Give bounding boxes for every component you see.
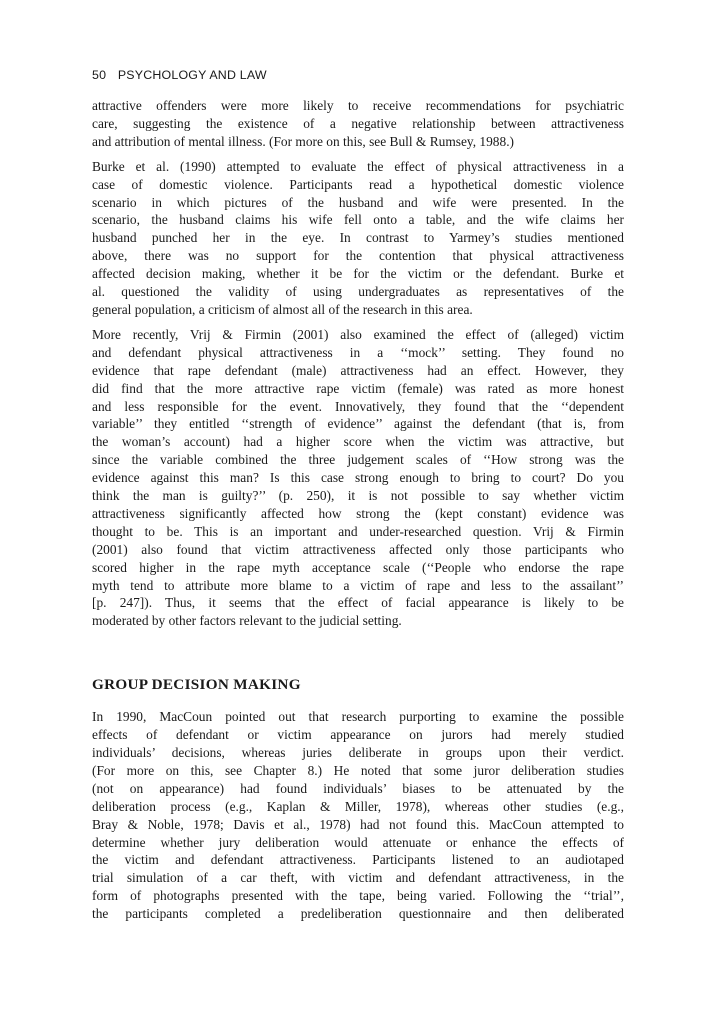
text-line: did find that the more attractive rape victim (female) was rated as more honest [92,380,624,396]
text-line: form of photographs presented with the tape, being varied. Following the ‘‘trial’’, [92,888,624,904]
text-line: and attribution of mental illness. (For more on this, see Bull & Rumsey, 1988.) [92,133,515,149]
text-line: (not on appearance) had found individuals’ biases to be attenuated by the [92,780,624,796]
text-line: thought to be. This is an important and under-researched question. Vrij & Firmin [92,523,624,539]
running-header [92,68,267,82]
text-line: care, suggesting the existence of a negative relationship between attractiveness [92,115,624,131]
text-line: affected decision making, whether it be for the victim or the defendant. Burke et [92,266,624,282]
paragraph [92,158,624,319]
text-line: evidence against this man? Is this case strong enough to bring to court? Do you [92,470,624,486]
text-line: think the man is guilty?’’ (p. 250), it is not possible to say whether victim [92,488,624,504]
text-line: scored higher in the rape myth acceptance scale (‘‘People who endorse the rape [92,559,624,575]
text-line: husband punched her in the eye. In contrast to Yarmey’s studies mentioned [92,230,624,246]
paragraph [92,708,624,923]
text-line: trial simulation of a car theft, with victim and defendant attractiveness, in the [92,870,624,886]
text-line: above, there was no support for the contention that physical attractiveness [92,248,624,264]
text-line: the victim and defendant attractiveness. Participants listened to an audiotaped [92,852,624,868]
text-line: Bray & Noble, 1978; Davis et al., 1978) had not found this. MacCoun attempted to [92,816,624,832]
text-line: individuals’ decisions, whereas juries deliberate in groups upon their verdict. [92,745,624,760]
text-line: [p. 247]). Thus, it seems that the effect of facial appearance is likely to be [92,595,624,611]
running-title: PSYCHOLOGY AND LAW [117,68,267,82]
body-text [92,97,624,930]
text-line: case of domestic violence. Participants read a hypothetical domestic violence [92,176,624,192]
text-line: deliberation process (e.g., Kaplan & Miller, 1978), whereas other studies (e.g., [92,798,624,814]
text-line: In 1990, MacCoun pointed out that research purporting to examine the possible [92,709,624,725]
text-line: attractive offenders were more likely to receive recommendations for psychiatric [92,98,624,113]
text-line: attractiveness significantly affected how strong the (kept constant) evidence was [92,505,624,521]
text-line: moderated by other factors relevant to the judicial setting. [92,613,402,629]
text-line: and defendant physical attractiveness in a ‘‘mock’’ setting. They found no [92,344,624,360]
text-line: al. questioned the validity of using undergraduates as representatives of the [92,284,624,300]
text-line: general population, a criticism of almost all of the research in this area. [92,301,473,317]
text-line: (2001) also found that victim attractiveness affected only those participants who [92,541,624,557]
text-line: myth tend to attribute more blame to a victim of rape and less to the assailant’’ [92,577,624,593]
text-line: determine whether jury deliberation would attenuate or enhance the effects of [92,834,624,850]
paragraph [92,326,624,630]
text-line: evidence that rape defendant (male) attractiveness had an effect. However, they [92,362,624,378]
text-line: scenario, the husband claims his wife fell onto a table, and the wife claims her [92,212,624,228]
text-line: and less responsible for the event. Innovatively, they found that the ‘‘dependent [92,398,624,414]
text-line: Burke et al. (1990) attempted to evaluate the effect of physical attractiveness in a [92,158,624,174]
text-line: (For more on this, see Chapter 8.) He noted that some juror deliberation studies [92,762,624,778]
paragraph [92,97,624,151]
text-line: More recently, Vrij & Firmin (2001) also examined the effect of (alleged) victim [92,326,624,342]
section-heading: GROUP DECISION MAKING [92,676,301,694]
text-line: scenario in which pictures of the husband and wife were presented. In the [92,194,624,210]
text-line: effects of defendant or victim appearance on jurors had merely studied [92,727,624,743]
text-line: since the variable combined the three judgement scales of ‘‘How strong was the [92,452,624,468]
text-line: variable’’ they entitled ‘‘strength of evidence’’ against the defendant (that is, from [92,416,624,432]
text-line: the participants completed a predeliberation questionnaire and then deliberated [92,906,624,922]
page-number: 50 [92,68,107,82]
text-line: the woman’s account) had a higher score when the victim was attractive, but [92,434,624,450]
